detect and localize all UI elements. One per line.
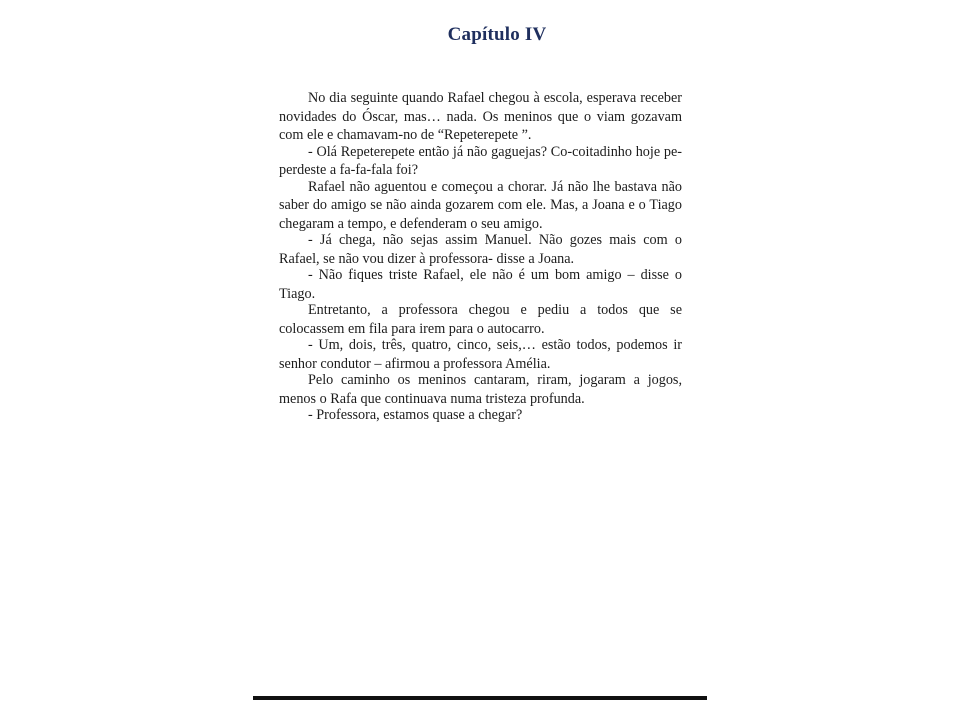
chapter-title: Capítulo IV	[447, 24, 547, 45]
bottom-divider	[253, 696, 707, 700]
paragraph: No dia seguinte quando Rafael chegou à escola, esperava receber novidades do Óscar, mas… nada. Os meninos que o viam gozavam com ele e chamavam-no de “Repeterepete ”.	[279, 90, 682, 143]
dialogue-line: - Um, dois, três, quatro, cinco, seis,… estão todos, podemos ir senhor condutor – afirmou a professora Amélia.	[279, 337, 682, 372]
paragraph: Rafael não aguentou e começou a chorar. Já não lhe bastava não saber do amigo se não ainda gozarem com ele. Mas, a Joana e o Tiago chegaram a tempo, e defenderam o seu amigo.	[279, 178, 682, 232]
dialogue-line: - Não fiques triste Rafael, ele não é um bom amigo – disse o Tiago.	[279, 267, 682, 302]
dialogue-line: - Já chega, não sejas assim Manuel. Não gozes mais com o Rafael, se não vou dizer à professora- disse a Joana.	[279, 232, 682, 267]
dialogue-line: - Professora, estamos quase a chegar?	[308, 407, 523, 423]
story-text	[279, 89, 682, 425]
paragraph: Pelo caminho os meninos cantaram, riram, jogaram a jogos, menos o Rafa que continuava numa tristeza profunda.	[279, 372, 682, 407]
dialogue-line: - Olá Repeterepete então já não gaguejas? Co-coitadinho hoje pe-perdeste a fa-fa-fala foi?	[279, 143, 682, 178]
paragraph: Entretanto, a professora chegou e pediu a todos que se colocassem em fila para irem para o autocarro.	[279, 302, 682, 337]
